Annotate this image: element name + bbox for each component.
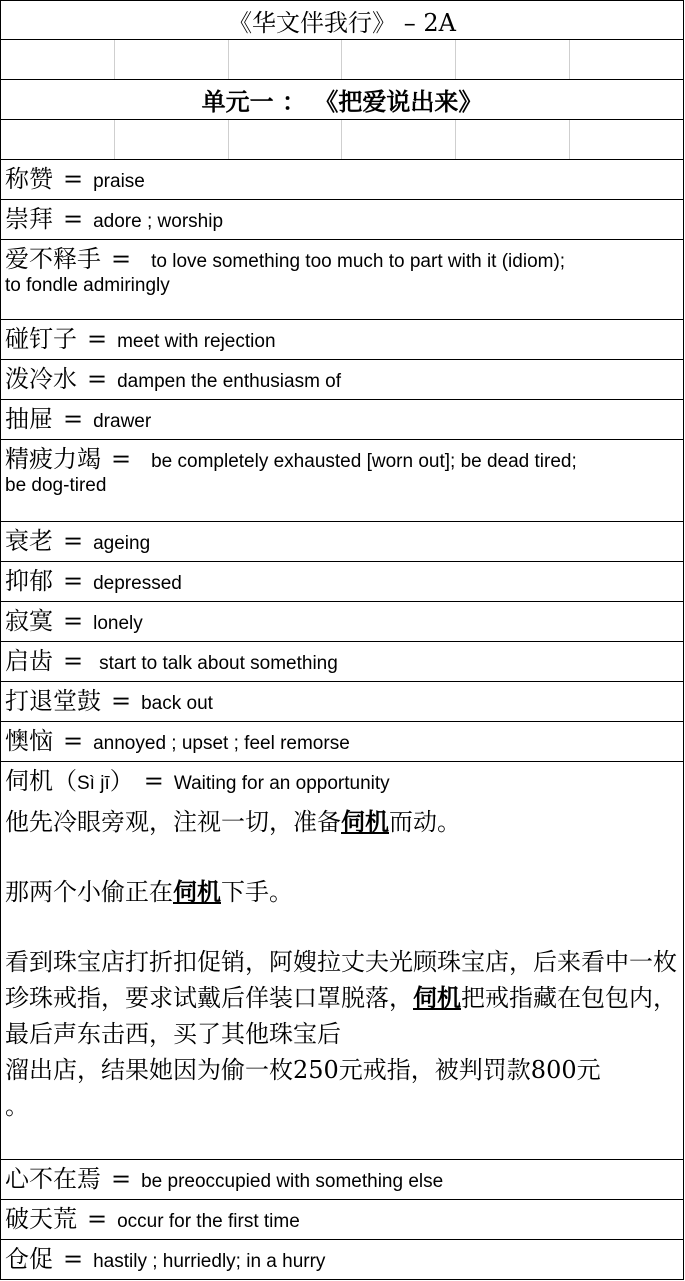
vocab-entry: [1, 320, 683, 360]
equals-sign: =: [63, 567, 84, 595]
empty-cell: [570, 40, 683, 79]
vocab-meaning-continued: to fondle admiringly: [5, 275, 170, 296]
vocab-meaning: occur for the first time: [117, 1211, 300, 1232]
empty-cell: [570, 120, 683, 159]
vocab-term: 心不在焉: [5, 1165, 101, 1193]
example-paragraph: [1, 944, 683, 1124]
vocab-meaning: annoyed ; upset ; feel remorse: [93, 733, 350, 754]
equals-sign: =: [87, 1205, 108, 1233]
vocab-entry-header: [1, 762, 683, 802]
equals-sign: =: [111, 687, 132, 715]
empty-cell: [229, 120, 343, 159]
equals-sign: =: [87, 365, 108, 393]
vocab-entry: [1, 1160, 683, 1200]
equals-sign: =: [63, 607, 84, 635]
vocab-entry: [1, 562, 683, 602]
equals-sign: =: [111, 1165, 132, 1193]
vocab-entry-with-examples: [1, 762, 683, 1160]
vocab-term: 抑郁: [5, 567, 53, 595]
equals-sign: =: [63, 647, 84, 675]
unit-title: [1, 80, 683, 120]
empty-cell: [115, 40, 229, 79]
example-keyword: 伺机: [413, 983, 461, 1012]
vocab-meaning: drawer: [93, 411, 152, 432]
vocab-entry: [1, 200, 683, 240]
vocab-meaning-continued: be dog-tired: [5, 475, 107, 496]
empty-grid-row: [1, 120, 683, 160]
vocab-entry: [1, 360, 683, 400]
empty-cell: [456, 120, 570, 159]
equals-sign: =: [63, 527, 84, 555]
vocab-term: 精疲力竭: [5, 445, 101, 473]
vocab-term: 仓促: [5, 1245, 53, 1273]
vocab-entry: [1, 722, 683, 762]
vocab-meaning: depressed: [93, 573, 182, 594]
vocab-entry: [1, 642, 683, 682]
equals-sign: =: [111, 445, 132, 473]
vocab-term: 打退堂鼓: [5, 687, 101, 715]
equals-sign: =: [111, 245, 132, 273]
vocab-term: 破天荒: [5, 1205, 77, 1233]
vocab-term: 崇拜: [5, 205, 53, 233]
vocab-term: 泼冷水: [5, 365, 77, 393]
vocab-meaning: lonely: [93, 613, 143, 634]
vocab-meaning: be completely exhausted [worn out]; be dead tired;: [151, 451, 577, 472]
vocab-meaning: dampen the enthusiasm of: [117, 371, 342, 392]
example-keyword: 伺机: [173, 877, 221, 906]
example-text: 而动。: [389, 808, 461, 836]
vocab-term: 衰老: [5, 527, 53, 555]
vocab-entry: [1, 440, 683, 522]
vocab-term: 伺机: [5, 767, 53, 795]
vocab-meaning: meet with rejection: [117, 331, 276, 352]
example-text: 。: [5, 1092, 29, 1120]
empty-cell: [1, 120, 115, 159]
vocab-meaning: adore ; worship: [93, 211, 224, 232]
vocab-entry: [1, 682, 683, 722]
pinyin-open: （: [53, 767, 77, 795]
equals-sign: =: [63, 1245, 84, 1273]
equals-sign: =: [87, 325, 108, 353]
vocab-meaning: start to talk about something: [99, 653, 338, 674]
empty-grid-row: [1, 40, 683, 80]
vocab-term: 寂寞: [5, 607, 53, 635]
example-text: 他先冷眼旁观，注视一切，准备: [5, 808, 341, 836]
document-title-text: 《华文伴我行》 – 2A: [228, 8, 456, 37]
empty-cell: [1, 40, 115, 79]
vocab-term: 抽屉: [5, 405, 53, 433]
pinyin-close: ）: [109, 767, 134, 795]
empty-cell: [229, 40, 343, 79]
empty-cell: [342, 120, 456, 159]
equals-sign: =: [63, 205, 84, 233]
equals-sign: =: [63, 405, 84, 433]
example-text: 把戒指藏在包包内，最后声东击西，买了其他珠宝后: [5, 984, 677, 1048]
example-text: 看到珠宝店打折扣促销，阿嫂拉丈夫光顾珠宝店，后来看中一枚珍珠戒指，要求试戴后佯装口罩脱落，: [5, 948, 677, 1012]
vocab-entry: [1, 1200, 683, 1240]
equals-sign: =: [63, 165, 84, 193]
vocab-term: 碰钉子: [5, 325, 77, 353]
example-text: 溜出店，结果她因为偷一枚250元戒指，被判罚款800元: [5, 1056, 601, 1084]
vocab-meaning: Waiting for an opportunity: [173, 773, 390, 794]
pinyin: Sì jī: [77, 773, 110, 794]
vocab-meaning: hastily ; hurriedly; in a hurry: [93, 1251, 326, 1272]
document-title: [1, 0, 683, 40]
vocab-meaning: back out: [141, 693, 213, 714]
vocab-entry: [1, 1240, 683, 1280]
vocab-term: 懊恼: [5, 727, 53, 755]
equals-sign: =: [143, 767, 164, 795]
vocab-meaning: ageing: [93, 533, 151, 554]
vocab-term: 爱不释手: [5, 245, 101, 273]
example-text: 那两个小偷正在: [5, 878, 173, 906]
empty-cell: [115, 120, 229, 159]
vocab-meaning: praise: [93, 171, 145, 192]
empty-cell: [456, 40, 570, 79]
equals-sign: =: [63, 727, 84, 755]
example-keyword: 伺机: [341, 807, 389, 836]
example-text: 下手。: [221, 878, 293, 906]
unit-title-text: 单元一 ： 《把爱说出来》: [201, 87, 483, 116]
vocab-entry: [1, 160, 683, 200]
vocab-term: 启齿: [5, 647, 53, 675]
vocab-entry: [1, 602, 683, 642]
vocab-term: 称赞: [5, 165, 53, 193]
vocab-meaning: to love something too much to part with it (idiom);: [151, 251, 566, 272]
empty-cell: [342, 40, 456, 79]
vocab-entry: [1, 240, 683, 320]
vocab-entry: [1, 522, 683, 562]
vocab-entry: [1, 400, 683, 440]
vocab-meaning: be preoccupied with something else: [141, 1171, 444, 1192]
example-sentence: [1, 874, 683, 910]
example-sentence: [1, 804, 683, 840]
